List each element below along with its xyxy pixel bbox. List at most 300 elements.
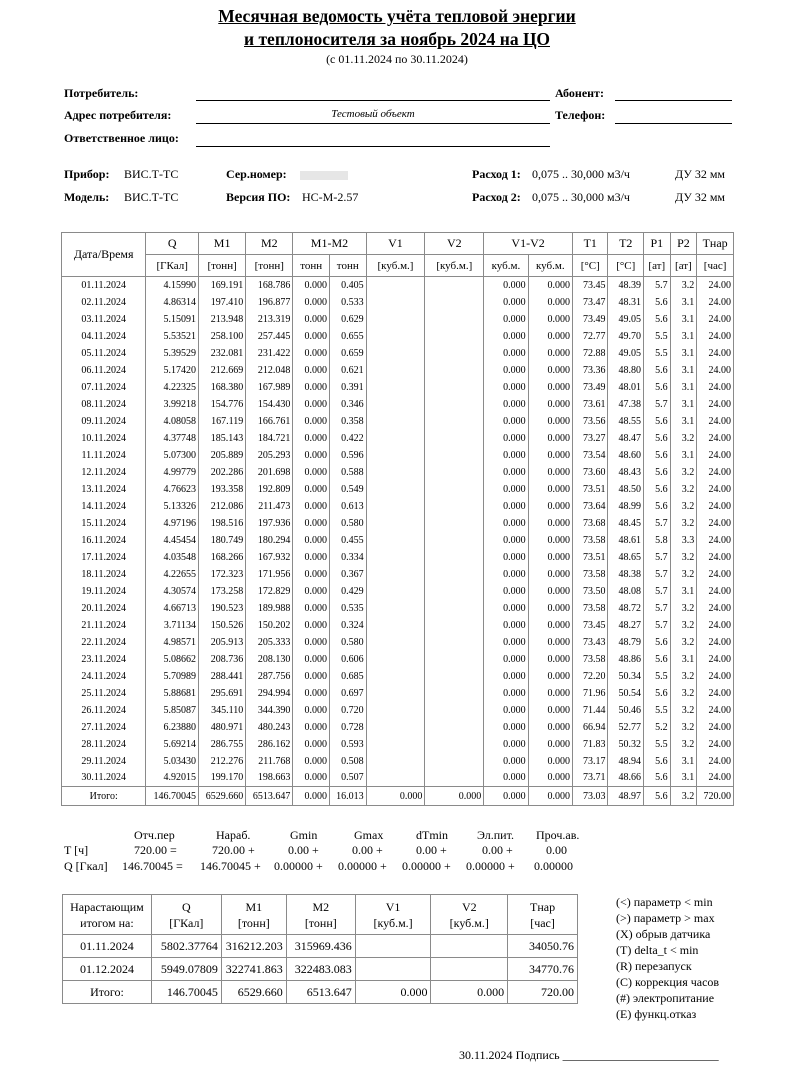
table-cell: 48.50 [608, 481, 644, 498]
table-cell: 3.2 [670, 702, 697, 719]
table-cell [366, 345, 425, 362]
cum-cell: 0.000 [355, 981, 431, 1004]
table-cell: 166.761 [246, 413, 293, 430]
table-cell: 167.119 [199, 413, 246, 430]
table-cell: 5.03430 [146, 753, 199, 770]
unit-t1: [°C] [572, 255, 608, 277]
table-cell: 48.55 [608, 413, 644, 430]
table-cell: 193.358 [199, 481, 246, 498]
table-cell: 201.698 [246, 464, 293, 481]
table-cell: 0.580 [329, 634, 366, 651]
total-cell: 3.2 [670, 787, 697, 806]
table-cell: 0.580 [329, 515, 366, 532]
table-cell [366, 311, 425, 328]
subscriber-label: Абонент: [555, 86, 604, 100]
table-cell [425, 685, 484, 702]
table-cell: 0.000 [484, 549, 528, 566]
table-cell: 5.88681 [146, 685, 199, 702]
table-cell: 5.7 [643, 515, 670, 532]
table-row [62, 532, 734, 549]
table-cell: 0.000 [484, 702, 528, 719]
table-row [62, 634, 734, 651]
table-cell: 01.11.2024 [62, 277, 146, 294]
table-cell: 0.000 [528, 600, 572, 617]
subscriber-line [615, 100, 732, 101]
cum-cell: 720.00 [508, 981, 578, 1004]
table-cell: 5.08662 [146, 651, 199, 668]
table-cell: 3.1 [670, 753, 697, 770]
version-label: Версия ПО: [226, 190, 291, 204]
table-cell: 73.68 [572, 515, 608, 532]
table-cell: 0.000 [293, 515, 330, 532]
table-cell: 4.86314 [146, 294, 199, 311]
summary-t-0: 720.00 = [134, 843, 177, 857]
table-cell: 180.294 [246, 532, 293, 549]
table-cell: 0.535 [329, 600, 366, 617]
table-cell: 196.877 [246, 294, 293, 311]
table-cell [366, 294, 425, 311]
report-period: (с 01.11.2024 по 30.11.2024) [326, 52, 468, 66]
table-cell: 5.70989 [146, 668, 199, 685]
table-cell: 0.000 [528, 583, 572, 600]
table-row [62, 702, 734, 719]
table-cell: 0.000 [528, 447, 572, 464]
table-cell: 5.6 [643, 294, 670, 311]
table-cell: 0.000 [528, 651, 572, 668]
table-cell: 10.11.2024 [62, 430, 146, 447]
table-row [62, 396, 734, 413]
table-cell: 205.889 [199, 447, 246, 464]
table-cell: 0.613 [329, 498, 366, 515]
table-cell: 4.15990 [146, 277, 199, 294]
table-cell: 205.333 [246, 634, 293, 651]
table-cell: 0.000 [293, 651, 330, 668]
table-cell: 4.03548 [146, 549, 199, 566]
table-cell: 5.69214 [146, 736, 199, 753]
summary-header-period: Отч.пер [134, 828, 175, 842]
table-cell: 0.000 [293, 583, 330, 600]
table-cell: 29.11.2024 [62, 753, 146, 770]
table-cell: 0.000 [484, 600, 528, 617]
table-cell: 4.22655 [146, 566, 199, 583]
table-cell: 0.000 [293, 362, 330, 379]
table-cell: 0.000 [293, 413, 330, 430]
table-cell: 0.324 [329, 617, 366, 634]
table-cell: 26.11.2024 [62, 702, 146, 719]
table-cell [366, 464, 425, 481]
table-cell: 0.000 [293, 447, 330, 464]
table-cell: 295.691 [199, 685, 246, 702]
table-cell: 0.000 [293, 634, 330, 651]
cum-header-m2: M2 [тонн] [286, 895, 355, 935]
table-cell: 24.00 [697, 719, 734, 736]
table-cell: 73.45 [572, 617, 608, 634]
table-cell: 73.56 [572, 413, 608, 430]
table-cell: 14.11.2024 [62, 498, 146, 515]
table-cell: 24.00 [697, 736, 734, 753]
table-cell: 73.51 [572, 549, 608, 566]
summary-t-2: 0.00 + [288, 843, 319, 857]
table-cell: 197.936 [246, 515, 293, 532]
table-cell: 0.367 [329, 566, 366, 583]
total-row [62, 787, 734, 806]
summary-t-5: 0.00 + [482, 843, 513, 857]
table-cell: 73.58 [572, 532, 608, 549]
cum-cell [431, 958, 508, 981]
legend-item: (>) параметр > max [616, 911, 715, 925]
table-cell: 48.60 [608, 447, 644, 464]
summary-header-gmin: Gmin [290, 828, 318, 842]
table-cell: 0.455 [329, 532, 366, 549]
table-cell: 168.266 [199, 549, 246, 566]
table-cell: 0.000 [484, 753, 528, 770]
table-cell: 18.11.2024 [62, 566, 146, 583]
table-cell: 48.66 [608, 770, 644, 787]
table-cell: 4.08058 [146, 413, 199, 430]
table-cell: 3.3 [670, 532, 697, 549]
model-label: Модель: [64, 190, 110, 204]
table-cell: 184.721 [246, 430, 293, 447]
table-cell: 345.110 [199, 702, 246, 719]
table-cell: 0.000 [293, 702, 330, 719]
table-cell: 73.60 [572, 464, 608, 481]
table-cell: 48.39 [608, 277, 644, 294]
table-cell [425, 549, 484, 566]
table-cell: 0.000 [293, 277, 330, 294]
table-row [62, 736, 734, 753]
table-cell: 72.88 [572, 345, 608, 362]
table-cell: 21.11.2024 [62, 617, 146, 634]
total-cell: 720.00 [697, 787, 734, 806]
table-cell: 5.6 [643, 685, 670, 702]
table-cell: 5.7 [643, 617, 670, 634]
table-cell: 5.15091 [146, 311, 199, 328]
table-cell: 73.71 [572, 770, 608, 787]
table-cell [425, 311, 484, 328]
table-cell: 0.000 [293, 396, 330, 413]
summary-q-4: 0.00000 + [402, 859, 451, 873]
table-cell: 24.00 [697, 566, 734, 583]
legend-item: (E) функц.отказ [616, 1007, 697, 1021]
table-cell: 5.5 [643, 345, 670, 362]
table-cell: 0.000 [484, 532, 528, 549]
table-cell: 24.11.2024 [62, 668, 146, 685]
table-cell: 150.202 [246, 617, 293, 634]
table-cell [425, 362, 484, 379]
table-cell: 257.445 [246, 328, 293, 345]
table-cell: 48.43 [608, 464, 644, 481]
table-row [62, 498, 734, 515]
table-cell: 5.53521 [146, 328, 199, 345]
table-cell: 480.243 [246, 719, 293, 736]
unit-v1v2-b: куб.м. [528, 255, 572, 277]
cum-header-v1: V1 [куб.м.] [355, 895, 431, 935]
table-cell [366, 736, 425, 753]
table-cell: 08.11.2024 [62, 396, 146, 413]
table-cell: 0.000 [293, 311, 330, 328]
table-cell: 0.000 [528, 515, 572, 532]
unit-t2: [°C] [608, 255, 644, 277]
footer-sign-blank: __________________________ [562, 1048, 719, 1062]
table-row [62, 311, 734, 328]
cum-cell: 322483.083 [286, 958, 355, 981]
table-cell: 154.430 [246, 396, 293, 413]
summary-q-0: 146.70045 = [122, 859, 183, 873]
table-cell [425, 277, 484, 294]
table-cell [425, 719, 484, 736]
table-cell: 0.000 [484, 736, 528, 753]
footer-date: 30.11.2024 [459, 1048, 513, 1062]
table-cell: 5.8 [643, 532, 670, 549]
table-cell: 0.685 [329, 668, 366, 685]
table-cell: 24.00 [697, 770, 734, 787]
cum-cell: 01.11.2024 [63, 935, 152, 958]
table-cell: 73.58 [572, 651, 608, 668]
table-cell: 0.000 [484, 413, 528, 430]
summary-t-1: 720.00 + [212, 843, 255, 857]
table-cell [366, 498, 425, 515]
table-cell: 73.43 [572, 634, 608, 651]
table-cell: 231.422 [246, 345, 293, 362]
table-cell: 0.000 [484, 481, 528, 498]
table-row [62, 719, 734, 736]
summary-t-6: 0.00 [546, 843, 567, 857]
table-cell: 3.2 [670, 685, 697, 702]
table-cell [366, 566, 425, 583]
flow1-value: 0,075 .. 30,000 м3/ч [532, 167, 630, 181]
table-cell: 0.508 [329, 753, 366, 770]
table-row [62, 481, 734, 498]
table-cell: 0.000 [528, 532, 572, 549]
phone-label: Телефон: [555, 108, 606, 122]
cum-header-m1: M1 [тонн] [221, 895, 286, 935]
table-cell: 48.79 [608, 634, 644, 651]
table-cell: 0.000 [528, 498, 572, 515]
summary-header-dtmin: dTmin [416, 828, 448, 842]
table-cell [366, 328, 425, 345]
table-cell: 73.58 [572, 600, 608, 617]
table-cell: 0.000 [528, 362, 572, 379]
table-cell: 4.97196 [146, 515, 199, 532]
table-cell: 50.34 [608, 668, 644, 685]
table-cell: 0.000 [293, 464, 330, 481]
table-cell [425, 430, 484, 447]
summary-header-other: Проч.ав. [536, 828, 580, 842]
summary-q-3: 0.00000 + [338, 859, 387, 873]
table-cell [425, 702, 484, 719]
table-cell: 344.390 [246, 702, 293, 719]
table-cell: 73.45 [572, 277, 608, 294]
table-cell: 5.7 [643, 549, 670, 566]
table-cell: 24.00 [697, 634, 734, 651]
phone-line [615, 123, 732, 124]
table-cell: 0.000 [293, 617, 330, 634]
table-cell: 0.000 [528, 430, 572, 447]
table-row [62, 362, 734, 379]
unit-v2: [куб.м.] [425, 255, 484, 277]
table-cell: 3.1 [670, 294, 697, 311]
footer-sign-label: Подпись [515, 1048, 560, 1062]
table-cell: 0.000 [484, 464, 528, 481]
table-cell: 0.334 [329, 549, 366, 566]
table-cell [366, 668, 425, 685]
table-cell [425, 617, 484, 634]
table-cell: 167.932 [246, 549, 293, 566]
table-cell: 48.31 [608, 294, 644, 311]
table-cell: 66.94 [572, 719, 608, 736]
table-cell: 24.00 [697, 430, 734, 447]
table-cell: 3.2 [670, 430, 697, 447]
table-cell: 3.1 [670, 362, 697, 379]
table-cell: 49.05 [608, 345, 644, 362]
table-cell: 0.606 [329, 651, 366, 668]
cum-cell: 6529.660 [221, 981, 286, 1004]
table-cell: 0.000 [528, 277, 572, 294]
unit-m1m2-a: тонн [293, 255, 330, 277]
table-cell: 48.80 [608, 362, 644, 379]
table-cell: 24.00 [697, 464, 734, 481]
table-cell [425, 600, 484, 617]
table-cell [425, 447, 484, 464]
table-cell: 22.11.2024 [62, 634, 146, 651]
table-cell: 3.1 [670, 328, 697, 345]
table-cell: 24.00 [697, 515, 734, 532]
table-cell: 47.38 [608, 396, 644, 413]
table-cell [366, 481, 425, 498]
table-cell: 213.948 [199, 311, 246, 328]
unit-m1: [тонн] [199, 255, 246, 277]
table-cell: 0.549 [329, 481, 366, 498]
flag-legend [616, 894, 719, 1022]
cum-cell: 01.12.2024 [63, 958, 152, 981]
table-cell: 05.11.2024 [62, 345, 146, 362]
total-cell: 48.97 [608, 787, 644, 806]
table-cell [366, 719, 425, 736]
table-cell: 3.1 [670, 379, 697, 396]
version-value: НС-М-2.57 [302, 190, 359, 204]
header-m1: M1 [199, 233, 246, 255]
responsible-line [196, 146, 550, 147]
table-cell [425, 481, 484, 498]
table-cell: 09.11.2024 [62, 413, 146, 430]
table-cell: 3.99218 [146, 396, 199, 413]
table-cell: 0.000 [484, 328, 528, 345]
table-cell: 0.000 [528, 464, 572, 481]
table-cell: 212.669 [199, 362, 246, 379]
table-cell: 24.00 [697, 498, 734, 515]
table-cell [366, 753, 425, 770]
table-cell: 189.988 [246, 600, 293, 617]
legend-item: (C) коррекция часов [616, 975, 720, 989]
table-cell: 48.08 [608, 583, 644, 600]
table-cell: 173.258 [199, 583, 246, 600]
table-cell: 3.1 [670, 770, 697, 787]
table-cell: 06.11.2024 [62, 362, 146, 379]
table-cell: 04.11.2024 [62, 328, 146, 345]
table-row [62, 328, 734, 345]
table-cell [425, 736, 484, 753]
unit-p2: [ат] [670, 255, 697, 277]
table-row [62, 515, 734, 532]
table-cell [366, 685, 425, 702]
unit-v1v2-a: куб.м. [484, 255, 528, 277]
table-cell [366, 396, 425, 413]
table-cell: 52.77 [608, 719, 644, 736]
table-cell: 3.2 [670, 464, 697, 481]
table-cell: 24.00 [697, 668, 734, 685]
table-cell: 3.2 [670, 617, 697, 634]
table-cell: 0.000 [293, 600, 330, 617]
table-cell: 0.346 [329, 396, 366, 413]
table-cell: 169.191 [199, 277, 246, 294]
table-cell: 0.000 [484, 719, 528, 736]
table-cell: 5.5 [643, 702, 670, 719]
table-cell: 73.58 [572, 566, 608, 583]
table-cell: 0.000 [528, 413, 572, 430]
table-cell: 15.11.2024 [62, 515, 146, 532]
table-cell: 0.000 [293, 294, 330, 311]
table-row [62, 753, 734, 770]
table-cell: 168.380 [199, 379, 246, 396]
table-cell: 0.000 [293, 532, 330, 549]
table-row [62, 600, 734, 617]
table-cell: 3.2 [670, 668, 697, 685]
table-cell [425, 294, 484, 311]
table-cell: 48.65 [608, 549, 644, 566]
table-cell: 48.86 [608, 651, 644, 668]
cum-cell: 146.70045 [151, 981, 221, 1004]
summary-t-3: 0.00 + [352, 843, 383, 857]
table-row [62, 668, 734, 685]
table-row [62, 566, 734, 583]
table-cell: 28.11.2024 [62, 736, 146, 753]
table-row [62, 379, 734, 396]
table-cell: 5.5 [643, 668, 670, 685]
table-cell: 71.44 [572, 702, 608, 719]
table-cell: 3.1 [670, 583, 697, 600]
table-cell: 0.000 [528, 345, 572, 362]
table-cell: 212.086 [199, 498, 246, 515]
table-cell: 4.37748 [146, 430, 199, 447]
summary-t-label: T [ч] [64, 843, 89, 857]
table-row [62, 549, 734, 566]
table-cell: 5.7 [643, 600, 670, 617]
table-cell: 5.39529 [146, 345, 199, 362]
table-cell: 5.6 [643, 464, 670, 481]
table-cell: 73.47 [572, 294, 608, 311]
table-cell: 20.11.2024 [62, 600, 146, 617]
table-cell: 25.11.2024 [62, 685, 146, 702]
table-cell: 0.000 [484, 634, 528, 651]
table-cell: 168.786 [246, 277, 293, 294]
cum-cell [355, 935, 431, 958]
table-cell: 73.49 [572, 311, 608, 328]
table-cell: 171.956 [246, 566, 293, 583]
cum-cell: 6513.647 [286, 981, 355, 1004]
table-cell: 3.1 [670, 413, 697, 430]
cum-header-label: Нарастающим итогом на: [63, 895, 152, 935]
table-cell: 5.7 [643, 583, 670, 600]
table-cell: 24.00 [697, 583, 734, 600]
table-cell [425, 753, 484, 770]
table-cell: 0.000 [484, 515, 528, 532]
table-cell: 73.51 [572, 481, 608, 498]
table-cell: 0.000 [484, 651, 528, 668]
total-cell: 0.000 [293, 787, 330, 806]
table-cell: 0.422 [329, 430, 366, 447]
table-cell: 0.697 [329, 685, 366, 702]
table-cell: 24.00 [697, 277, 734, 294]
